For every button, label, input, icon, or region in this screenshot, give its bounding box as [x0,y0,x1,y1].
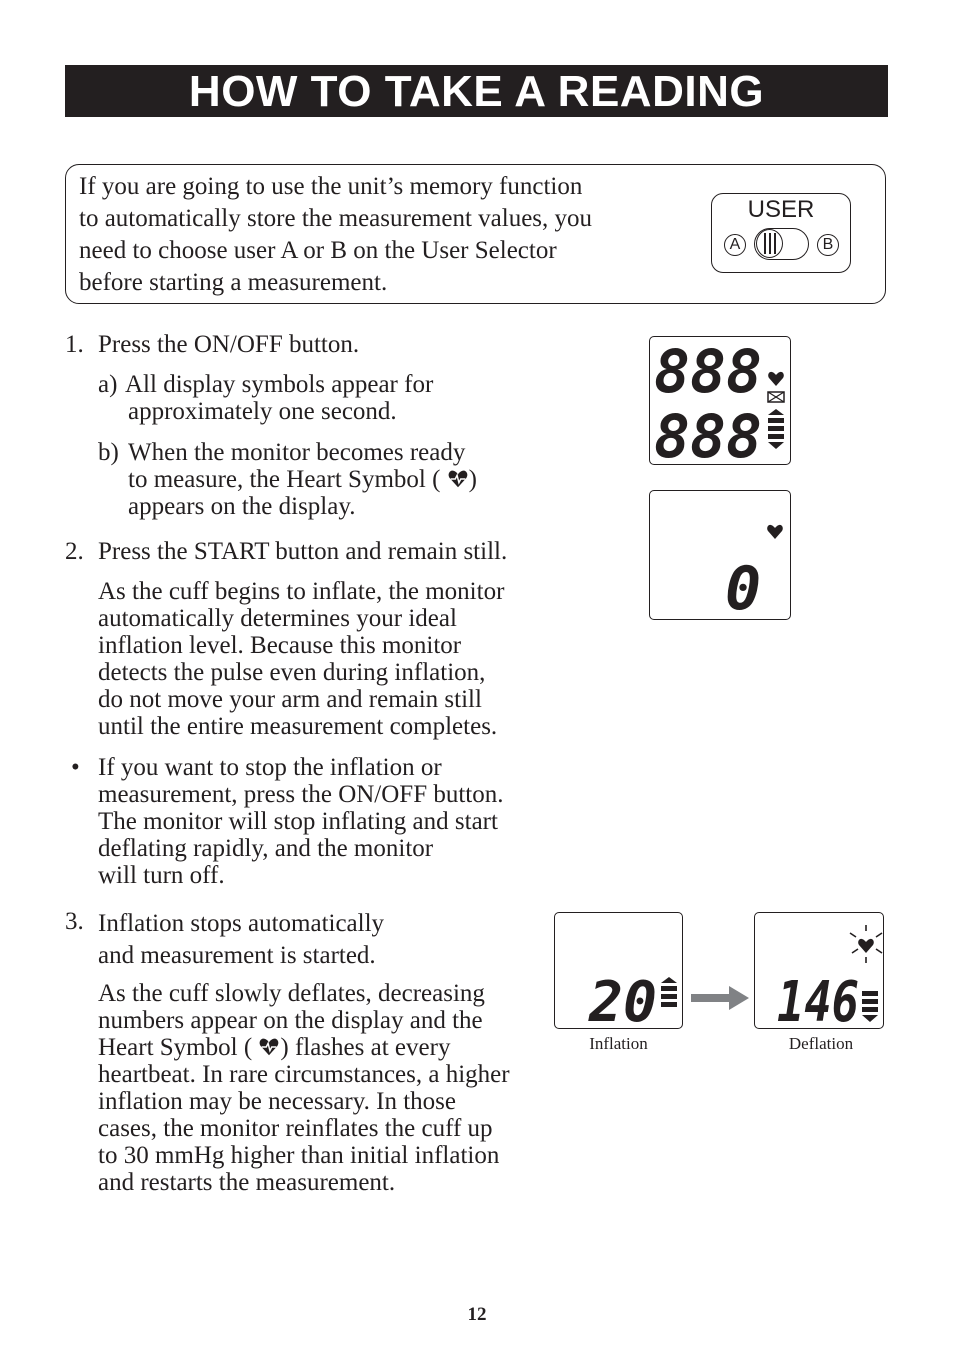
body-line: heartbeat. In rare circumstances, a higher [98,1061,510,1088]
user-label: USER [747,196,815,223]
step-1b-line2 [128,466,477,493]
step-3-text [98,908,384,972]
body-line: As the cuff begins to inflate, the monitor [98,578,505,605]
display-ready [649,490,791,620]
level-bar-icon [768,409,784,449]
step-3-line: and measurement is started. [98,942,376,969]
step-2-body [98,578,504,740]
body-line: inflation level. Because this monitor [98,632,462,659]
user-slider [754,228,809,260]
step-1b-label: b) [98,439,119,466]
deflation-caption: Deflation [788,1034,854,1053]
step-1b-line2-end: ) [468,466,477,493]
heart-symbol-icon [258,1036,280,1058]
body-line: If you want to stop the inflation or [98,754,442,781]
lcd-inflation-graphic [555,913,684,1030]
display-deflation [754,912,884,1029]
body-line: automatically determines your ideal [98,605,457,632]
step-1a-line: All display symbols appear for [125,371,434,398]
step-3-body [98,980,568,1196]
body-line: As the cuff slowly deflates, decreasing [98,980,485,1007]
memory-note-text [79,171,679,299]
body-line: detects the pulse even during inflation, [98,659,486,686]
body-text: ) flashes at every [280,1034,451,1061]
body-line: measurement, press the ON/OFF button. [98,781,504,808]
lcd-ready-value: 0 [725,554,762,621]
arrow-right-icon [691,986,751,1010]
stop-inflation-note [98,754,504,889]
step-2-text: Press the START button and remain still. [98,538,508,565]
heart-symbol-icon [447,468,469,490]
lcd-segments-graphic [650,337,792,466]
display-inflation [554,912,683,1029]
lcd-inflation-value: 20 [587,970,657,1030]
body-line: do not move your arm and remain still [98,686,482,713]
body-text: Heart Symbol ( [98,1034,253,1061]
heart-symbol-icon [767,525,783,539]
inflation-caption: Inflation [589,1034,648,1053]
step-1-number: 1. [65,331,84,358]
step-1b-line2-text: to measure, the Heart Symbol ( [128,466,441,493]
lcd-bottom-digits: 888 [654,402,762,466]
step-1-text: Press the ON/OFF button. [98,331,360,358]
page-title: HOW TO TAKE A READING [65,65,888,117]
memory-note-box [65,164,886,304]
lcd-top-digits: 888 [654,337,762,407]
inflation-level-icon [661,977,677,1007]
body-line [98,1034,568,1061]
bullet-mark: • [71,754,80,781]
note-line: need to choose user A or B on the User Selector [79,237,557,264]
step-2-number: 2. [65,538,84,565]
step-1b-line: appears on the display. [128,493,356,520]
step-1a-line: approximately one second. [128,398,397,425]
user-b-label: B [817,234,839,256]
battery-icon [768,392,784,402]
step-3-number: 3. [65,908,84,935]
lcd-deflation-graphic [755,913,885,1030]
step-3-line: Inflation stops automatically [98,910,385,937]
note-line: If you are going to use the unit’s memory function [79,173,583,200]
body-line: cases, the monitor reinflates the cuff up [98,1115,493,1142]
user-selector-illustration [711,193,851,273]
step-1a-label: a) [98,371,118,398]
body-line: inflation may be necessary. In those [98,1088,456,1115]
body-line: will turn off. [98,862,225,889]
user-a-label: A [724,234,746,256]
body-line: until the entire measurement completes. [98,713,498,740]
body-line: deflating rapidly, and the monitor [98,835,434,862]
body-line: numbers appear on the display and the [98,1007,483,1034]
note-line: before starting a measurement. [79,269,388,296]
body-line: The monitor will stop inflating and start [98,808,498,835]
body-line: and restarts the measurement. [98,1169,396,1196]
note-line: to automatically store the measurement values, you [79,205,593,232]
display-all-segments [649,336,791,465]
lcd-deflation-value: 146 [777,970,859,1030]
flashing-heart-icon [850,925,882,963]
page-number: 12 [467,1304,487,1325]
deflation-level-icon [862,991,878,1022]
slider-knob [756,229,783,258]
step-1b-line: When the monitor becomes ready [128,439,466,466]
body-line: to 30 mmHg higher than initial inflation [98,1142,500,1169]
heart-symbol-icon [768,372,784,386]
lcd-ready-graphic [650,491,792,621]
